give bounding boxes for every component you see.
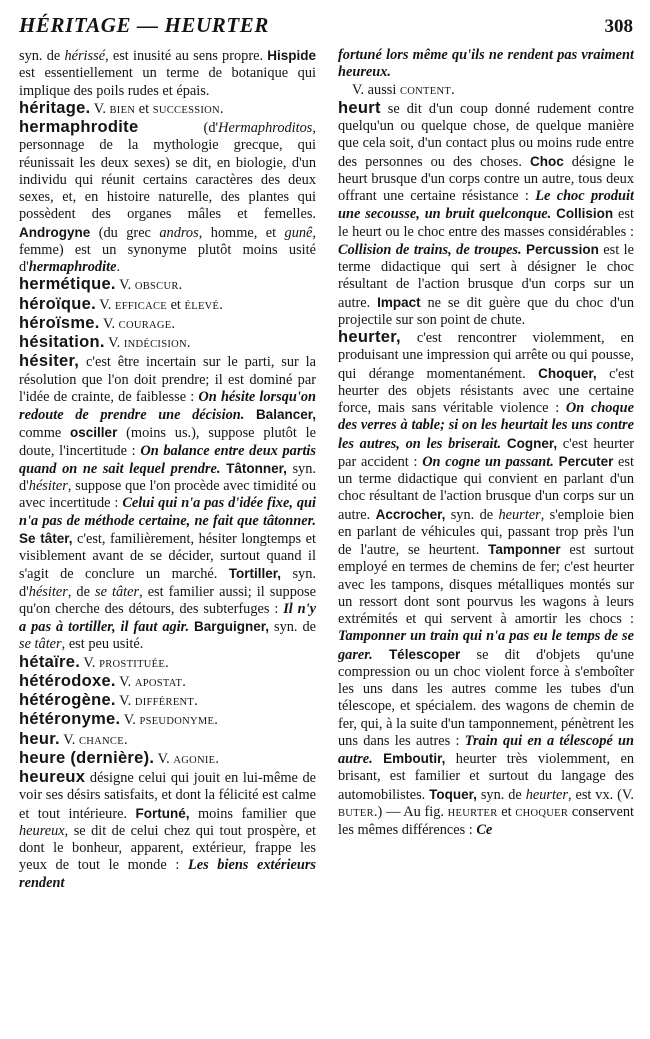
entry-heterodoxe [19, 673, 316, 692]
text-run: , se dit de celui chez qui tout prospère, et dont le bonheur, apparent, extérieur, frappe les yeux de tout le monde : [19, 822, 316, 874]
synonym-term: Impact [377, 294, 421, 310]
example-sentence: Les biens extérieurs rendent [19, 857, 316, 891]
cross-reference: CONTENT [399, 85, 452, 97]
text-run: syn. d' [19, 460, 316, 494]
text-run: V. [59, 731, 79, 748]
synonym-term: Choc [530, 153, 564, 169]
text-run: , est familier aussi; il suppose qu'on cherche des détours, des subterfuges : [19, 583, 316, 617]
synonym-term: Toquer, [429, 786, 477, 802]
text-run: , s'emploie bien en parlant de véhicules qui, passant trop près l'un de l'autre, se heurtent. [338, 506, 634, 558]
headword: heur. [19, 729, 60, 748]
italic-term: se tâter [95, 583, 140, 600]
text-run: (du grec [90, 224, 160, 241]
headword: héroïsme. [19, 313, 100, 332]
entry-hesitation [19, 334, 316, 353]
example-sentence: On cogne un passant. [422, 453, 554, 470]
text-run: se dit d'objets qu'une compression ou un choc violent force à s'emboîter les uns dans les autres comme les tubes d'un télescope, et spécialem. des wagons de chemin de fer, qui, à la suite d'un tamponnement, pénètrent les uns dans les autres : [338, 646, 634, 749]
cross-reference: PSEUDONYME [139, 716, 215, 728]
text-run: ne se dit guère que du choc d'un projectile sur son point de chute. [338, 294, 634, 328]
cross-reference: SUCCESSION [152, 104, 220, 116]
text-run: est le terme didactique qui sert à désigner le choc résultant de l'action brusque d'un corps sur un autre. [338, 241, 634, 311]
text-run: . [451, 81, 455, 98]
text-run: . [215, 750, 219, 767]
entry-hermetique [19, 276, 316, 295]
italic-term: heurter [498, 506, 541, 523]
headword: hétérodoxe. [19, 671, 116, 690]
text-run: . [219, 296, 223, 313]
example-sentence: Tamponner un train qui n'a pas eu le temps de se garer. [338, 628, 634, 663]
italic-term: se tâter [19, 636, 62, 653]
text-run: . [186, 335, 191, 351]
text-run: et [166, 296, 185, 313]
example-sentence: On hésite lorsqu'on redoute de prendre une décision. [19, 388, 316, 423]
headword: hétéronyme. [19, 710, 121, 729]
entry-heureux-see-also [338, 82, 634, 100]
text-run: V. [115, 277, 135, 294]
cross-reference: HEURTER [447, 807, 498, 819]
entry-heterogene [19, 692, 316, 711]
text-run: , suppose que l'on procède avec timidité ou avec incertitude : [19, 478, 316, 512]
text-run: moins familier que [189, 805, 316, 822]
cross-reference: BUTER [338, 807, 374, 819]
text-run: c'est être incertain sur le parti, sur la résolution que l'on doit prendre; il est dominé par l'idée de crainte, de faiblesse : [19, 354, 316, 405]
text-run: , de [67, 583, 95, 600]
text-run: V. [104, 335, 124, 351]
entry-heurt [338, 100, 634, 329]
text-run: est un terme didactique qui convient en parlant d'un choc résultant de l'action brusque d'un corps sur un autre. [338, 453, 634, 523]
entry-heritage [19, 100, 316, 119]
text-run: V. [115, 693, 135, 709]
entry-hermaphrodite [19, 119, 316, 276]
example-sentence: Train qui en a télescopé un autre. [338, 732, 634, 767]
text-run: . [219, 100, 224, 117]
italic-term: hésiter [28, 478, 68, 494]
text-run: , homme, et [198, 224, 285, 241]
synonym-term: Tortiller, [228, 566, 282, 582]
synonym-term: Tâtonner, [226, 460, 287, 476]
text-run: c'est heurter par accident : [338, 435, 634, 470]
running-head-title: HÉRITAGE — HEURTER [19, 13, 270, 37]
text-run: (d' [138, 120, 219, 136]
text-run: V. [95, 296, 115, 313]
synonym-term: Choquer, [538, 365, 597, 381]
italic-term: hésiter [28, 583, 68, 600]
cross-reference: APOSTAT [134, 677, 183, 689]
text-run: c'est, familièrement, hésiter longtemps et visiblement avant de se décider, surtout quand il s'agit de conclure un marché. [19, 530, 316, 583]
entry-hesiter [19, 353, 316, 653]
entry-heroique [19, 296, 316, 315]
cross-reference: CHOQUER [515, 807, 569, 819]
running-header [19, 13, 633, 43]
left-column [19, 47, 316, 1025]
text-run: . [178, 277, 183, 294]
entry-heurter [338, 329, 634, 839]
text-run: heurter très violemment, en brisant, est familier et surtout du langage des automobilistes. [338, 751, 634, 803]
text-run: V. [90, 100, 110, 117]
text-run: c'est heurter des objets résistants avec une certaine force, mais sans véritable violence : [338, 365, 634, 416]
entry-herisse-continuation [19, 47, 316, 100]
text-run: et [135, 100, 153, 117]
text-run: . [182, 673, 186, 690]
italic-term: heureux [19, 822, 65, 839]
italic-term: heurter [525, 786, 568, 803]
entry-heteronyme [19, 711, 316, 730]
text-run: V. [80, 654, 100, 671]
text-run: , femme) est un synonyme plutôt moins usité d' [19, 224, 316, 275]
example-sentence: Le choc produit une secousse, un bruit quelconque. [338, 188, 634, 223]
cross-reference: COURAGE [118, 319, 172, 331]
text-run: conservent les mêmes différences : [338, 803, 634, 838]
headword: héritage. [19, 98, 91, 117]
text-run [373, 751, 383, 767]
cross-reference: DIFFÉRENT [134, 697, 195, 708]
text-run: syn. de [445, 506, 499, 523]
entry-heureux [19, 769, 316, 892]
italic-term: hermaphrodite [28, 259, 117, 275]
text-run: désigne celui qui jouit en lui-même de voir ses désirs satisfaits, et dont la félicité est calme et tout intérieure. [19, 770, 316, 822]
entry-heure-derniere [19, 750, 316, 769]
example-sentence: On choque des verres à table; si on les heurtait les uns contre les autres, on les briserait. [338, 400, 634, 452]
synonym-term: Androgyne [19, 224, 91, 240]
text-run: .) — Au fig. [373, 803, 448, 820]
example-sentence: Celui qui n'a pas d'idée fixe, qui n'a pas de méthode certaine, ne fait que tâtonner. [19, 495, 316, 529]
headword: heureux [19, 768, 86, 786]
cross-reference: INDÉCISION [123, 339, 187, 350]
synonym-term: Emboutir, [383, 751, 446, 766]
text-run: . [116, 259, 121, 275]
headword: heure (dernière). [19, 748, 155, 767]
synonym-term: Se tâter, [19, 530, 73, 546]
cross-reference: OBSCUR [134, 281, 179, 293]
text-run: . [194, 693, 198, 709]
synonym-term: Tamponner [488, 542, 561, 557]
italic-term: andros [159, 224, 199, 241]
text-run: comme [19, 425, 71, 442]
entry-heur [19, 731, 316, 750]
text-run: est le heurt ou le choc entre des masses considérables : [338, 206, 634, 240]
right-column [338, 47, 634, 1025]
headword: héroïque. [19, 294, 96, 313]
text-run [244, 407, 256, 423]
headword: heurt [338, 98, 381, 117]
text-run: (moins us.), suppose plutôt le doute, l'incertitude : [19, 425, 316, 459]
headword: heurter, [338, 328, 401, 346]
text-run: c'est rencontrer violemment, en produisant une impression qui arrête ou qui pousse, qui dérange momentanément. [338, 330, 634, 382]
synonym-term: Télescoper [388, 646, 461, 662]
text-run: syn. d' [19, 566, 316, 600]
synonym-term: Fortuné, [135, 805, 190, 821]
text-run [373, 647, 389, 663]
page-number: 308 [604, 16, 633, 37]
headword: hésiter, [19, 352, 80, 371]
headword: hésitation. [19, 333, 105, 351]
text-run: , est vx. (V. [567, 786, 634, 803]
cross-reference: BIEN [109, 104, 136, 116]
synonym-term: Hispide [267, 48, 316, 63]
text-run: syn. de [19, 48, 65, 64]
example-sentence: fortuné lors même qu'ils ne rendent pas vraiment heureux. [338, 47, 634, 81]
example-sentence: Collision de trains, de troupes. [338, 241, 522, 258]
example-sentence: Il n'y a pas à tortiller, il faut agir. [19, 600, 316, 635]
text-run: , est peu usité. [61, 636, 144, 653]
text-run: . [123, 731, 128, 748]
text-run: V. [154, 750, 174, 767]
text-run: V. [99, 315, 119, 332]
text-run: . [165, 654, 169, 671]
italic-term: hérissé [64, 48, 106, 64]
example-sentence: Ce [476, 822, 493, 838]
cross-reference: CHANCE [78, 735, 124, 747]
synonym-term: Percussion [526, 241, 599, 257]
entry-hetaire [19, 654, 316, 673]
cross-reference: PROSTITUÉE [99, 658, 166, 670]
synonym-term: Accrocher, [375, 506, 446, 522]
synonym-term: osciller [70, 425, 118, 441]
synonym-term: Collision [556, 206, 614, 222]
text-run: V. [115, 673, 135, 690]
cross-reference: ÉLEVÉ [184, 300, 220, 312]
text-run: et [497, 803, 516, 820]
synonym-term: Barguigner, [194, 619, 270, 634]
cross-reference: AGONIE [173, 754, 216, 766]
text-run: syn. de [476, 786, 526, 803]
text-run: est surtout employé en termes de chemins de fer; c'est heurter avec les tampons, disques métalliques montés sur un ressort dont sont pourvus les wagons à leurs extrémités et qui servent à amortir les chocs : [338, 542, 634, 627]
headword: hermaphrodite [19, 118, 139, 136]
entry-heroisme [19, 315, 316, 334]
entry-heureux-continuation [338, 47, 634, 82]
headword: hétérogène. [19, 691, 116, 709]
synonym-term: Cogner, [506, 435, 558, 451]
text-run: V. [120, 712, 140, 729]
cross-reference: EFFICACE [114, 300, 167, 312]
text-run: , personnage de la mythologie grecque, qui réunissait les deux sexes) se dit, en biologie, d'un individu qui réunit certains caractères des deux sexes, et, en histoire naturelle, des plantes qui possèdent des organes mâles et femelles. [19, 120, 316, 223]
text-run: est essentiellement un terme de botanique qui implique des poils rudes et épais. [19, 65, 316, 99]
synonym-term: Balancer, [255, 407, 316, 422]
text-run: . [214, 712, 218, 729]
text-run: V. aussi [352, 81, 400, 98]
text-run: , est inusité au sens propre. [105, 48, 268, 64]
italic-term: Hermaphroditos [218, 120, 313, 136]
text-run: . [171, 315, 176, 332]
text-run: se dit d'un coup donné rudement contre quelqu'un ou quelque chose, de quelque manière que cela soit, d'un contact plus ou moins rude entre des personnes ou des choses. [338, 100, 634, 170]
headword: hermétique. [19, 275, 116, 294]
synonym-term: Percuter [558, 453, 614, 469]
italic-term: gunê [284, 224, 313, 241]
headword: hétaïre. [19, 652, 81, 671]
text-run: syn. de [269, 619, 316, 635]
text-run: désigne le heurt brusque d'un corps contre un autre, tous deux offrant une certaine résistance : [338, 153, 634, 204]
example-sentence: On balance entre deux partis quand on ne sait lequel prendre. [19, 442, 316, 477]
